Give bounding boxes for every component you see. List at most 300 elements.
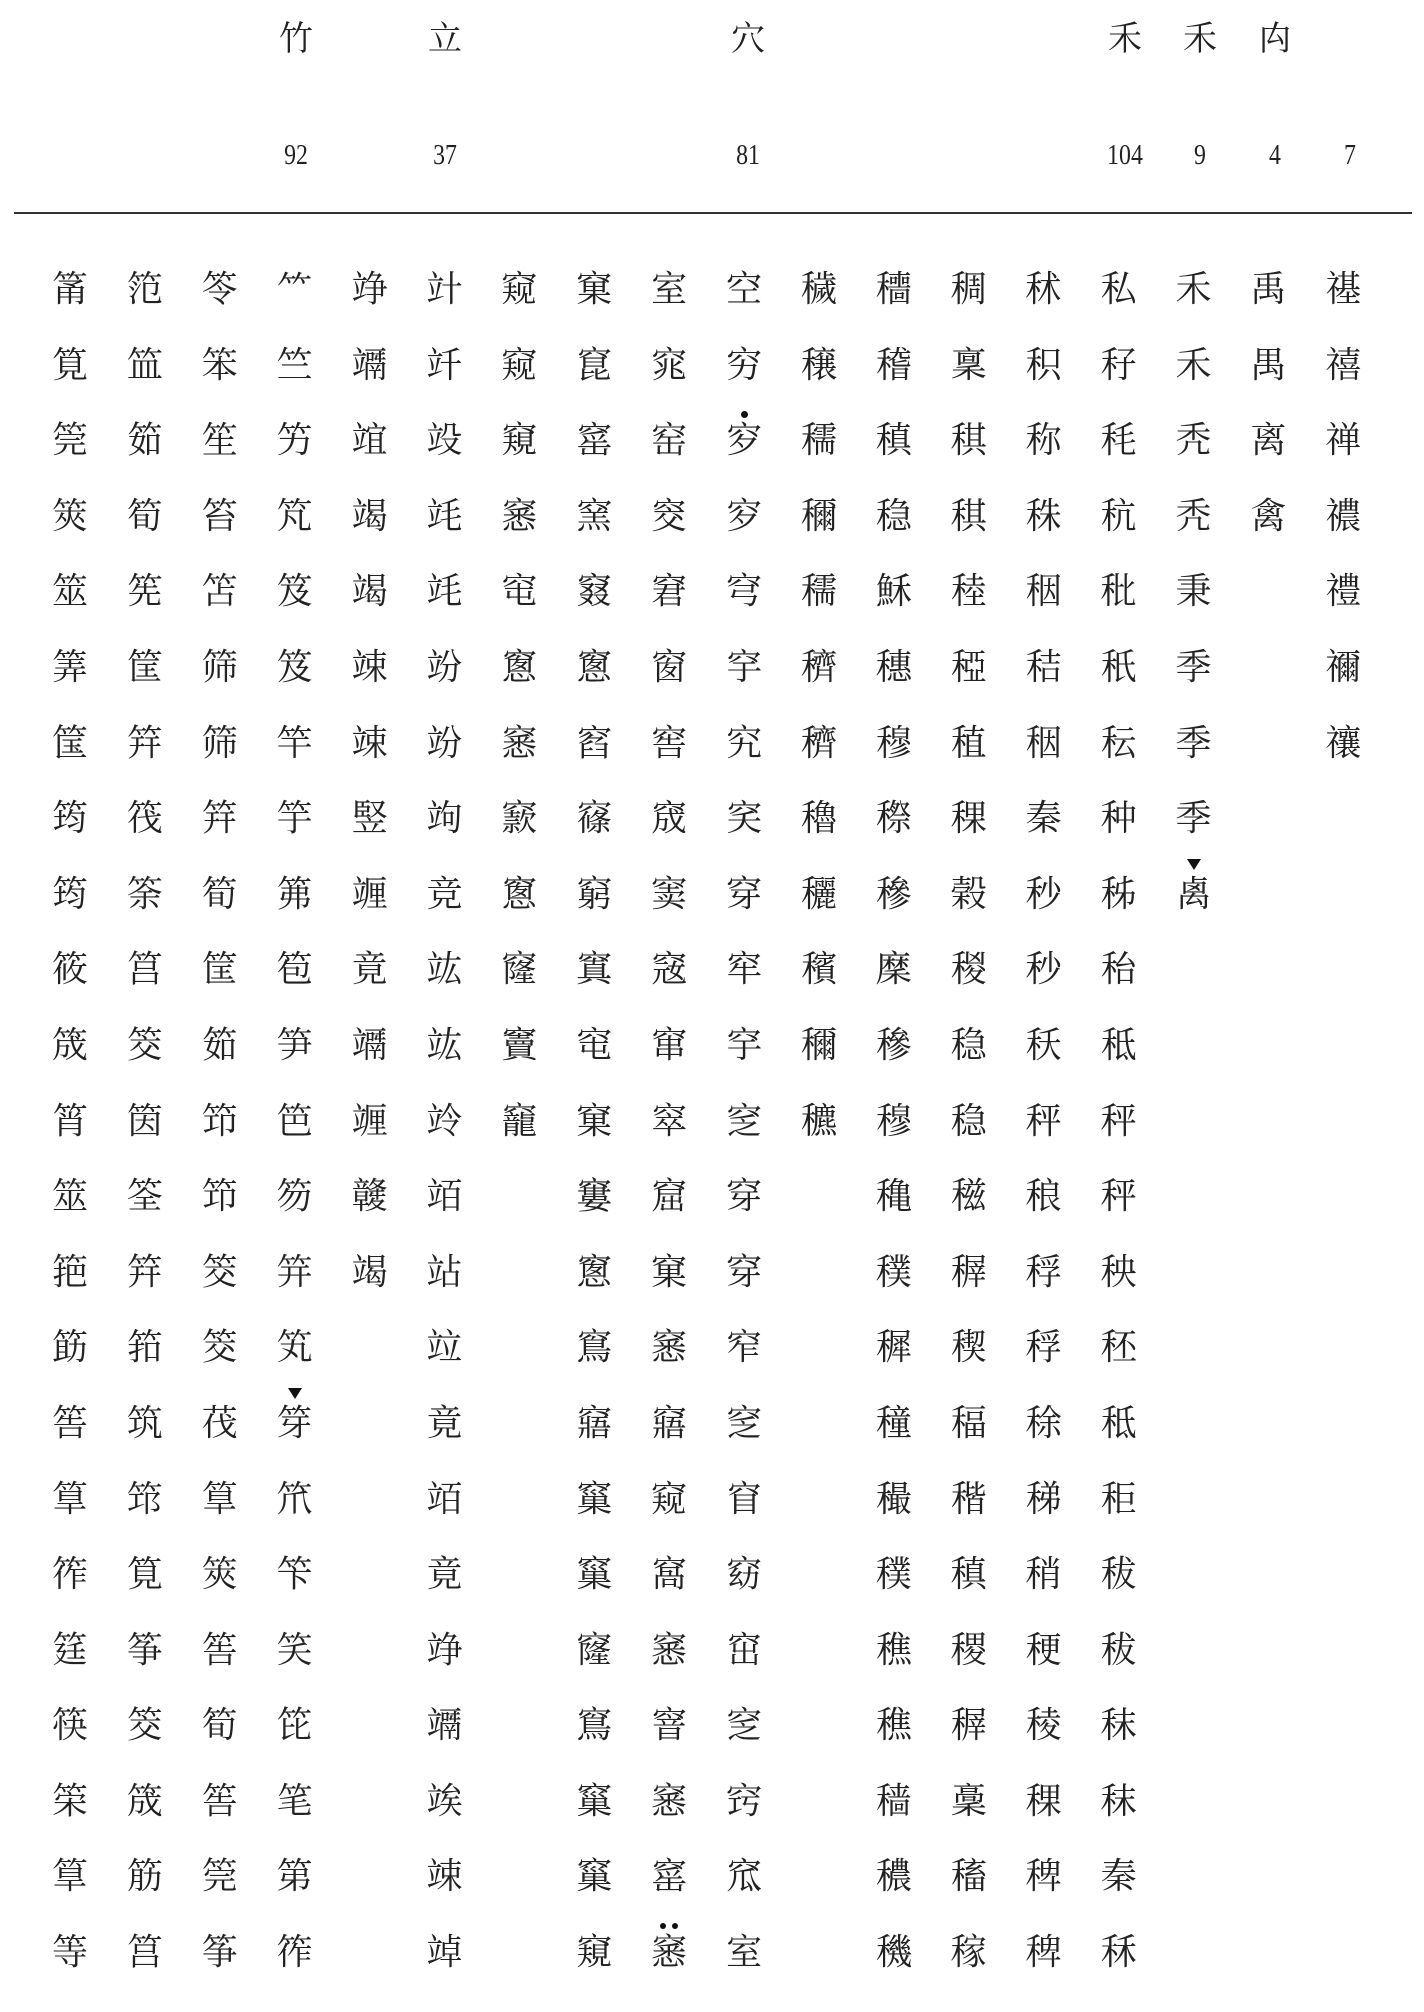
glyph-cell: 禹 [1250,269,1287,310]
glyph-cell: 筊 [201,1251,238,1293]
glyph-cell: 筺 [51,722,88,764]
glyph-cell: 竞 [426,873,463,915]
glyph-column [257,268,333,2007]
glyph-cell: 窠 [576,1100,613,1142]
glyph-cell [1230,1402,1306,1478]
glyph-cell: 禅 [1325,420,1362,462]
glyph-cell: 竢 [426,1780,463,1822]
glyph-cell: 窼 [576,1554,613,1596]
glyph-cell: 穦 [800,949,837,991]
glyph-cell: 筬 [126,1780,163,1822]
glyph-cell: 筸 [51,1856,88,1898]
glyph-cell: 筩 [51,269,88,310]
glyph-cell [481,1553,557,1629]
glyph-cell: 筝 [126,1629,163,1671]
glyph-cell: 季 [1175,646,1212,688]
glyph-cell: 竟 [351,949,388,991]
glyph-cell [1305,1024,1381,1100]
glyph-cell: 筓 [201,798,238,840]
glyph-column [931,268,1007,2007]
glyph-cell: 窥 [501,269,538,310]
glyph-cell: 秒 [1025,873,1062,915]
glyph-cell: 稳 [950,1024,987,1066]
glyph-cell: 窩 [651,1554,688,1596]
glyph-cell: 稞 [1025,1780,1062,1822]
glyph-cell: 穢 [800,269,837,310]
glyph-cell [1230,570,1306,646]
glyph-cell: 秃 [1175,420,1212,462]
glyph-cell: 穇 [875,1024,912,1066]
glyph-cell: 穲 [800,873,837,915]
glyph-column [481,268,557,2007]
glyph-cell: 稉 [1025,1629,1062,1671]
glyph-cell: 穆 [875,1100,912,1142]
glyph-cell: 筶 [201,1629,238,1671]
header-count-grain: 104 [1107,140,1143,171]
glyph-cell: 竵 [351,344,388,386]
glyph-cell: 筍 [201,873,238,915]
glyph-cell: 竦 [351,646,388,688]
glyph-cell: 筥 [126,949,163,991]
glyph-cell: 笻 [201,1176,238,1218]
glyph-cell: 竑 [426,1024,463,1066]
glyph-cell: 秗 [1025,1024,1062,1066]
glyph-cell: 稏 [950,646,987,688]
glyph-cell: 空 [726,269,763,310]
glyph-cell [1305,1629,1381,1705]
glyph-cell: 竰 [351,1100,388,1142]
glyph-cell: 筑 [126,1402,163,1444]
glyph-cell: 笵 [126,269,163,310]
glyph-cell: 穿 [726,873,763,915]
glyph-cell: 笙 [201,420,238,462]
glyph-cell [1230,1931,1306,2007]
glyph-cell: 窸 [651,1780,688,1822]
glyph-cell: 窸 [651,1327,688,1369]
glyph-cell [1156,948,1232,1024]
glyph-cell: 稃 [1025,1251,1062,1293]
glyph-cell [332,1326,408,1402]
glyph-cell [481,1704,557,1780]
glyph-cell: 窚 [651,798,688,840]
glyph-cell: 笇 [276,1554,313,1596]
glyph-cell: 筞 [51,1780,88,1822]
glyph-cell: 禾 [1175,344,1212,386]
glyph-cell [1230,1100,1306,1176]
glyph-cell: 窔 [651,495,688,537]
glyph-cell: 稟 [950,344,987,386]
glyph-cell: 窤 [576,344,613,386]
glyph-cell: 秦 [1100,1856,1137,1898]
glyph-cell: 稊 [1025,1478,1062,1520]
glyph-cell [781,1553,857,1629]
glyph-column [781,268,857,2007]
glyph-cell: 禼 [1156,873,1232,949]
header-count-track: 4 [1269,140,1281,171]
glyph-cell [332,1553,408,1629]
glyph-cell: 稘 [950,495,987,537]
glyph-cell: 筳 [51,1629,88,1671]
glyph-cell: 窣 [651,1100,688,1142]
glyph-cell: 竪 [351,798,388,840]
glyph-cell: 窸 [501,495,538,537]
glyph-cell: 秄 [1100,344,1137,386]
glyph-cell: 穯 [875,269,912,310]
glyph-cell [1230,1251,1306,1327]
glyph-cell: 穐 [875,1176,912,1218]
glyph-cell: 竼 [276,495,313,537]
glyph-column [856,268,932,2007]
glyph-cell: 筏 [126,798,163,840]
glyph-cell [781,1629,857,1705]
glyph-cell: 秃 [1175,495,1212,537]
glyph-cell [332,1629,408,1705]
glyph-cell [1305,1251,1381,1327]
glyph-cell [1305,1100,1381,1176]
glyph-cell: 筬 [51,1024,88,1066]
glyph-cell: 穸 [706,419,782,495]
glyph-cell: 稜 [1025,1705,1062,1747]
glyph-cell: 等 [51,1932,88,1974]
glyph-cell: 稼 [950,1932,987,1974]
glyph-cell [1230,722,1306,798]
glyph-cell: 窕 [651,344,688,386]
glyph-cell: 筓 [126,1251,163,1293]
glyph-cell: 穤 [800,571,837,613]
glyph-cell: 竭 [351,495,388,537]
glyph-cell: 窿 [501,949,538,991]
glyph-cell: 秔 [1100,495,1137,537]
glyph-cell: 竏 [426,344,463,386]
glyph-cell: 筸 [201,1478,238,1520]
glyph-cell: 穈 [875,949,912,991]
glyph-cell: 稹 [875,420,912,462]
glyph-cell [481,1855,557,1931]
glyph-cell: 筮 [51,1176,88,1218]
glyph-cell: 笽 [126,344,163,386]
glyph-cell [781,1251,857,1327]
glyph-cell: 穇 [875,873,912,915]
glyph-cell [1156,1024,1232,1100]
glyph-cell: 筍 [201,1705,238,1747]
glyph-cell: 窜 [651,1024,688,1066]
glyph-cell [1156,1780,1232,1856]
glyph-cell: 禯 [1325,495,1362,537]
glyph-cell: 秣 [1100,1705,1137,1747]
header-radical-bamboo: 竹 [279,19,313,59]
glyph-cell [1230,1478,1306,1554]
glyph-cell: 筍 [126,495,163,537]
glyph-cell: 筥 [126,1932,163,1974]
glyph-cell: 筸 [51,1478,88,1520]
glyph-cell [1305,1553,1381,1629]
glyph-cell: 秵 [1025,571,1062,613]
glyph-cell: 私 [1100,269,1137,310]
glyph-cell: 穌 [875,571,912,613]
glyph-cell: 笘 [201,571,238,613]
glyph-cell: 竐 [426,420,463,462]
glyph-cell [1156,1326,1232,1402]
glyph-cell: 窖 [651,722,688,764]
glyph-cell [481,1478,557,1554]
glyph-cell: 究 [726,722,763,764]
glyph-cell: 禳 [1325,722,1362,764]
glyph-cell: 笣 [276,949,313,991]
glyph-cell: 秣 [1100,1780,1137,1822]
glyph-cell: 筊 [126,1705,163,1747]
glyph-column [631,268,707,2007]
glyph-cell: 竦 [426,1856,463,1898]
glyph-cell: 窻 [501,646,538,688]
glyph-cell: 秫 [1025,269,1062,310]
glyph-cell: 窹 [651,1402,688,1444]
glyph-cell: 筯 [51,1327,88,1369]
glyph-cell: 秠 [1100,1327,1137,1369]
glyph-cell: 稌 [1025,1402,1062,1444]
glyph-cell: 秒 [1025,949,1062,991]
glyph-cell: 稹 [950,1554,987,1596]
glyph-cell [332,1478,408,1554]
glyph-cell [1305,1402,1381,1478]
glyph-cell: 窅 [726,1478,763,1520]
glyph-cell [1305,873,1381,949]
glyph-cell: 秬 [1100,1478,1137,1520]
glyph-cell: 离 [1250,420,1287,462]
glyph-cell: 穖 [875,1932,912,1974]
glyph-cell: 穆 [875,722,912,764]
glyph-cell: 秏 [1100,420,1137,462]
glyph-cell: 稯 [950,949,987,991]
glyph-cell [781,1931,857,2007]
glyph-cell: 筴 [51,495,88,537]
glyph-cell: 筇 [126,1478,163,1520]
glyph-cell: 笊 [276,1478,313,1520]
glyph-cell: 笋 [276,1024,313,1066]
glyph-cell: 笔 [276,1780,313,1822]
glyph-cell: 竝 [426,1327,463,1369]
glyph-cell: 积 [1025,344,1062,386]
glyph-cell: 穙 [875,1251,912,1293]
glyph-cell: 窱 [576,798,613,840]
glyph-cell: 筰 [276,1932,313,1974]
glyph-cell [781,1780,857,1856]
glyph-cell [481,1402,557,1478]
glyph-cell [1230,797,1306,873]
glyph-cell [1156,1478,1232,1554]
glyph-cell: 季 [1175,798,1212,840]
glyph-cell: 筐 [126,646,163,688]
glyph-cell: 窈 [726,1554,763,1596]
glyph-cell: 秖 [1100,646,1137,688]
glyph-cell [332,1402,408,1478]
glyph-cell: 窰 [576,420,613,462]
glyph-cell: 稭 [950,1478,987,1520]
glyph-cell: 笰 [276,873,313,915]
glyph-cell: 秉 [1175,571,1212,613]
glyph-cell: 站 [426,1251,463,1293]
glyph-column [407,268,483,2007]
glyph-cell: 竭 [351,571,388,613]
glyph-cell: 筛 [201,646,238,688]
glyph-cell: 窂 [726,949,763,991]
glyph-cell: 窯 [576,495,613,537]
glyph-cell: 秤 [1100,1100,1137,1142]
glyph-cell: 稞 [950,798,987,840]
glyph-cell: 窺 [501,420,538,462]
glyph-cell [1305,797,1381,873]
glyph-cell: 竫 [351,269,388,310]
glyph-cell: 笭 [201,269,238,310]
glyph-cell: 秕 [1100,571,1137,613]
glyph-cell: 稗 [1025,1856,1062,1898]
glyph-cell [332,1704,408,1780]
glyph-cell: 窟 [651,1176,688,1218]
header-count-stand: 37 [433,140,457,171]
glyph-cell: 窻 [501,873,538,915]
glyph-cell: 窍 [726,1780,763,1822]
glyph-cell: 秡 [1100,1554,1137,1596]
glyph-column [332,268,408,2007]
glyph-cell [1305,948,1381,1024]
glyph-cell: 窶 [576,1176,613,1218]
glyph-cell [1156,1251,1232,1327]
glyph-column [556,268,632,2007]
glyph-cell: 竷 [351,1176,388,1218]
glyph-cell: 窡 [576,571,613,613]
glyph-cell: 筢 [51,1251,88,1293]
glyph-cell: 穠 [875,1856,912,1898]
glyph-cell: 窵 [576,1705,613,1747]
glyph-cell: 筋 [126,1856,163,1898]
glyph-cell: 窄 [726,1327,763,1369]
glyph-cell [481,1629,557,1705]
glyph-column [182,268,258,2007]
glyph-cell [481,1326,557,1402]
glyph-cell: 筛 [201,722,238,764]
glyph-cell: 季 [1175,722,1212,764]
glyph-cell: 稧 [950,1327,987,1369]
glyph-cell: 竡 [426,1176,463,1218]
glyph-cell: 窥 [651,1478,688,1520]
glyph-cell: 秪 [1100,1024,1137,1066]
glyph-cell: 稍 [1025,1554,1062,1596]
glyph-cell: 竇 [501,1024,538,1066]
glyph-cell [481,1780,557,1856]
glyph-column [1305,268,1381,2007]
glyph-cell: 窆 [726,1100,763,1142]
glyph-cell: 筲 [51,1100,88,1142]
glyph-cell: 穑 [875,1780,912,1822]
glyph-cell: 窥 [501,344,538,386]
glyph-cell: 筌 [126,1176,163,1218]
glyph-column [107,268,183,2007]
glyph-cell: 窹 [576,1402,613,1444]
glyph-cell: 窸 [631,1931,707,2007]
header-count-unlabeled: 7 [1344,140,1356,171]
glyph-cell: 秼 [1025,495,1062,537]
glyph-cell: 穹 [726,571,763,613]
glyph-cell: 筭 [51,646,88,688]
glyph-cell: 筧 [51,344,88,386]
glyph-cell: 窊 [726,1856,763,1898]
glyph-cell: 禽 [1250,495,1287,537]
glyph-cell: 笏 [276,1176,313,1218]
glyph-cell: 秤 [1025,1100,1062,1142]
glyph-cell: 穸 [726,495,763,537]
glyph-cell: 筝 [201,1932,238,1974]
glyph-cell: 筮 [51,571,88,613]
glyph-cell [1305,1855,1381,1931]
glyph-cell: 筘 [126,1327,163,1369]
glyph-cell [1230,1175,1306,1251]
glyph-cell [781,1855,857,1931]
glyph-cell: 稳 [875,495,912,537]
glyph-cell [1156,1100,1232,1176]
glyph-cell [481,1931,557,2007]
glyph-column [1156,268,1232,2007]
glyph-cell: 稗 [1025,1932,1062,1974]
glyph-cell: 窼 [576,1478,613,1520]
glyph-cell: 竑 [426,949,463,991]
glyph-cell: 秡 [1100,1629,1137,1671]
glyph-cell: 稾 [950,1780,987,1822]
header-radical-track: 禸 [1258,19,1292,59]
glyph-cell: 竛 [426,1100,463,1142]
glyph-cell [481,1175,557,1251]
header-radical-grain-2: 禾 [1183,19,1217,59]
header-count-grain-2: 9 [1194,140,1206,171]
glyph-cell: 窞 [576,722,613,764]
glyph-cell [781,1704,857,1780]
glyph-cell [1230,1855,1306,1931]
glyph-cell [1156,1175,1232,1251]
glyph-cell [781,1478,857,1554]
glyph-cell: 窆 [726,1705,763,1747]
glyph-cell: 竺 [276,344,313,386]
glyph-cell: 穪 [800,495,837,537]
glyph-cell: 筰 [51,1554,88,1596]
glyph-cell: 筅 [126,571,163,613]
glyph-cell: 窘 [651,571,688,613]
glyph-cell: 秤 [1100,1176,1137,1218]
glyph-cell: 笞 [201,495,238,537]
glyph-cell: 筎 [126,420,163,462]
glyph-cell [781,1175,857,1251]
glyph-cell [1230,948,1306,1024]
glyph-cell: 窀 [501,571,538,613]
glyph-cell: 穿 [726,1176,763,1218]
glyph-cell: 窻 [576,1251,613,1293]
header-radical-grain: 禾 [1108,19,1142,59]
glyph-cell: 筷 [51,1705,88,1747]
glyph-cell: 笌 [257,1402,333,1478]
glyph-cell: 穪 [800,1024,837,1066]
glyph-cell: 称 [1025,420,1062,462]
glyph-cell: 穷 [726,344,763,386]
glyph-cell: 秪 [1100,1402,1137,1444]
glyph-cell: 穗 [875,646,912,688]
glyph-cell: 稵 [950,1176,987,1218]
glyph-cell: 穧 [800,722,837,764]
glyph-column [706,268,782,2007]
glyph-cell: 禧 [1325,344,1362,386]
glyph-cell: 窸 [501,722,538,764]
glyph-cell: 笈 [276,646,313,688]
glyph-cell: 窠 [651,1251,688,1293]
glyph-cell: 竽 [276,798,313,840]
glyph-cell: 稘 [950,420,987,462]
glyph-cell: 竉 [501,1100,538,1142]
